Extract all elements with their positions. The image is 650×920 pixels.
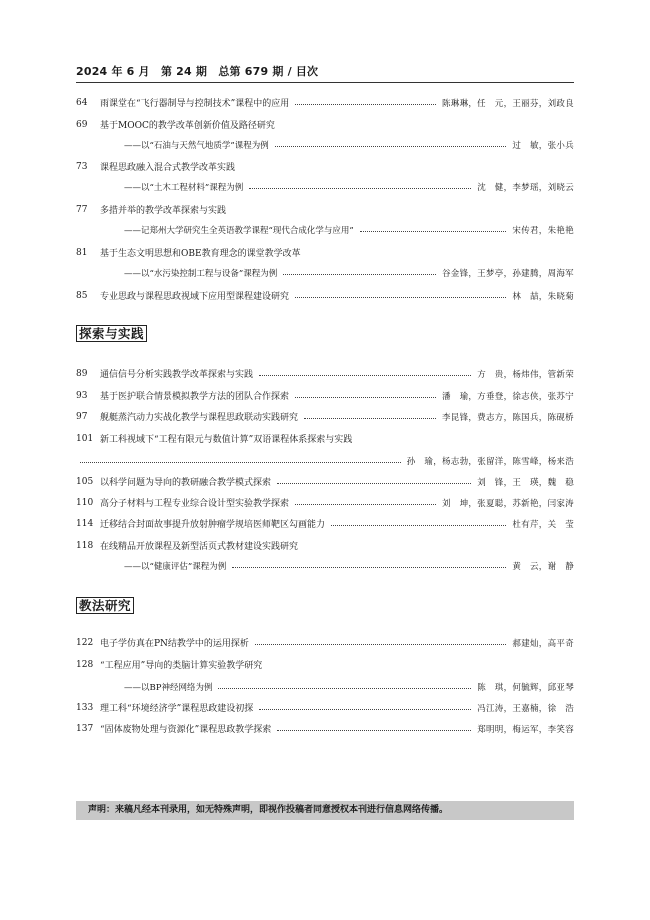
toc-entry-110[interactable] [76,495,574,510]
entry-page-number: 128 [76,659,94,670]
toc-entry-118[interactable] [76,538,574,553]
toc-entry-81-subtitle [76,265,574,280]
entry-subtitle: ——以“水污染控制工程与设备”课程为例 [124,268,278,279]
toc-entry-77-subtitle [76,222,574,237]
section-heading-method: 教法研究 [76,597,134,614]
entry-authors: 过 敏，张小兵 [512,140,574,151]
entry-authors: 李昆锋，费志方，陈国兵，陈砚桥 [441,412,574,423]
section-heading-practice: 探索与实践 [76,325,147,342]
entry-authors: 宋传君，朱艳艳 [512,225,574,236]
entry-title: 专业思政与课程思政视域下应用型课程建设研究 [100,292,290,302]
entry-subtitle: ——以“健康评估”课程为例 [124,561,227,572]
dot-leader [295,297,506,298]
entry-authors: 方 贵，杨炜伟，管新荣 [477,369,574,380]
entry-subtitle: ——记郑州大学研究生全英语教学课程“现代合成化学与应用” [124,225,354,236]
dot-leader [283,274,436,275]
entry-subtitle: ——以“土木工程材料”课程为例 [124,182,244,193]
dot-leader [304,418,436,419]
toc-entry-137[interactable] [76,721,574,736]
dot-leader [259,375,471,376]
entry-subtitle: ——以“石油与天然气地质学”课程为例 [124,140,269,151]
entry-page-number: 122 [76,637,94,648]
toc-entry-73[interactable] [76,159,574,174]
toc-entry-85[interactable] [76,288,574,303]
toc-entry-69[interactable] [76,117,574,132]
dot-leader [249,188,471,189]
toc-entry-73-subtitle [76,179,574,194]
entry-authors: 刘 坤，张夏聪，苏新艳，闫家涛 [441,498,574,509]
entry-title: 在线精品开放课程及新型活页式教材建设实践研究 [100,542,299,552]
entry-subtitle: ——以BP神经网络为例 [124,682,213,693]
dot-leader [331,525,506,526]
dot-leader [80,462,401,463]
page-header: 2024 年 6 月 第 24 期 总第 679 期 / 目次 [76,65,319,78]
dot-leader [295,397,436,398]
entry-title: 通信信号分析实践教学改革探索与实践 [100,370,254,380]
entry-title: 理工科“环境经济学”课程思政建设初探 [100,704,254,714]
entry-page-number: 137 [76,723,94,734]
entry-page-number: 81 [76,247,88,258]
entry-authors: 潘 瑜，方垂登，徐志侠，张苏宁 [441,391,574,402]
toc-entry-89[interactable] [76,366,574,381]
toc-entry-64[interactable] [76,95,574,110]
toc-entry-105[interactable] [76,474,574,489]
dot-leader [275,146,507,147]
entry-page-number: 110 [76,497,94,508]
toc-entry-101-authors [76,453,574,468]
entry-authors: 冯江涛，王嘉楠，徐 浩 [477,703,574,714]
entry-page-number: 97 [76,411,88,422]
entry-title: 基于生态文明思想和OBE教育理念的课堂教学改革 [100,249,301,259]
entry-title: 高分子材料与工程专业综合设计型实验教学探索 [100,499,290,509]
dot-leader [360,231,507,232]
entry-authors: 郑明明，梅运军，李笑容 [477,724,574,735]
entry-page-number: 101 [76,433,94,444]
entry-authors: 郝建灿，高平奇 [512,638,574,649]
dot-leader [277,730,471,731]
entry-page-number: 105 [76,476,94,487]
dot-leader [295,104,436,105]
toc-entry-114[interactable] [76,516,574,531]
entry-title: “固体废物处理与资源化”课程思政教学探索 [100,725,272,735]
entry-title: 课程思政融入混合式教学改革实践 [100,163,236,173]
entry-page-number: 133 [76,702,94,713]
dot-leader [232,567,506,568]
entry-page-number: 114 [76,518,94,529]
header-divider [76,82,574,83]
toc-entry-69-subtitle [76,137,574,152]
entry-title: 多措并举的教学改革探索与实践 [100,206,227,216]
dot-leader [255,644,506,645]
entry-authors: 沈 健，李梦瑶，刘晓云 [477,182,574,193]
toc-entry-97[interactable] [76,409,574,424]
entry-title: 舰艇蒸汽动力实战化教学与课程思政联动实践研究 [100,413,299,423]
toc-entry-122[interactable] [76,635,574,650]
entry-title: “工程应用”导向的类脑计算实验教学研究 [100,661,263,671]
entry-page-number: 118 [76,540,94,551]
toc-entry-128-subtitle [76,679,574,694]
entry-page-number: 85 [76,290,88,301]
dot-leader [218,688,471,689]
entry-title: 基于医护联合情景模拟教学方法的团队合作探索 [100,392,290,402]
entry-page-number: 93 [76,390,88,401]
toc-entry-93[interactable] [76,388,574,403]
entry-authors: 陈 琪，何毓辉，邱亚琴 [477,682,574,693]
toc-entry-133[interactable] [76,700,574,715]
toc-entry-118-subtitle [76,558,574,573]
copyright-notice: 声明：来稿凡经本刊录用，如无特殊声明，即视作投稿者同意授权本刊进行信息网络传播。 [76,801,574,820]
entry-page-number: 69 [76,119,88,130]
entry-authors: 黄 云，谢 静 [512,561,574,572]
entry-authors: 杜有芹，关 莹 [512,519,574,530]
entry-page-number: 89 [76,368,88,379]
toc-entry-128[interactable] [76,657,574,672]
dot-leader [295,504,436,505]
entry-authors: 陈琳琳，任 元，王丽芬，刘政良 [441,98,574,109]
entry-title: 以科学问题为导向的教研融合教学模式探索 [100,478,272,488]
entry-authors: 孙 瑜，杨志勃，张留洋，陈雪峰，杨来浩 [406,456,574,467]
entry-title: 迁移结合封面故事提升放射肿瘤学规培医师靶区勾画能力 [100,520,326,530]
entry-title: 电子学仿真在PN结教学中的运用探析 [100,639,249,649]
entry-title: 基于MOOC的教学改革创新价值及路径研究 [100,121,275,131]
dot-leader [277,483,471,484]
entry-page-number: 77 [76,204,88,215]
entry-authors: 林 喆，朱晓菊 [512,291,574,302]
entry-page-number: 64 [76,97,88,108]
toc-entry-101[interactable] [76,431,574,446]
entry-page-number: 73 [76,161,88,172]
entry-title: 新工科视域下“工程有限元与数值计算”双语课程体系探索与实践 [100,435,353,445]
toc-entry-81[interactable] [76,245,574,260]
toc-entry-77[interactable] [76,202,574,217]
entry-authors: 谷金锋，王梦亭，孙建腾，周海军 [441,268,574,279]
dot-leader [259,709,471,710]
entry-authors: 刘 锋，王 瑛，魏 稳 [477,477,574,488]
entry-title: 雨课堂在“飞行器制导与控制技术”课程中的应用 [100,99,290,109]
